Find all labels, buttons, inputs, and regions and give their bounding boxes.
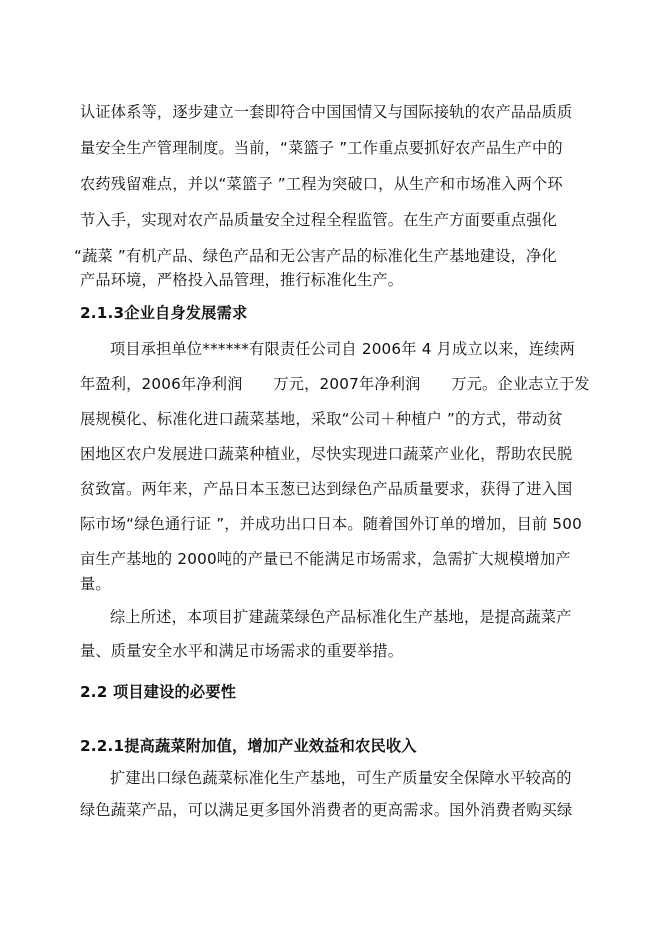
paragraph-2-line: 项目承担单位******有限责任公司自 2006年 4 月成立以来，连续两 <box>110 340 576 358</box>
paragraph-4-line: 绿色蔬菜产品，可以满足更多国外消费者的更高需求。国外消费者购买绿 <box>80 801 573 819</box>
paragraph-2-line: 展规模化、标准化进口蔬菜基地，采取“公司＋种植户 ”的方式，带动贫 <box>80 410 563 428</box>
paragraph-2-line: 量。 <box>80 575 111 593</box>
paragraph-1-line: 产品环境，严格投入品管理，推行标准化生产。 <box>80 271 404 289</box>
paragraph-1-line: 节入手，实现对农产品质量安全过程全程监管。在生产方面要重点强化 <box>80 211 558 229</box>
paragraph-1-line: 量安全生产管理制度。当前，“菜篮子 ”工作重点要抓好农产品生产中的 <box>80 139 563 157</box>
paragraph-1-line: “蔬菜 ”有机产品、绿色产品和无公害产品的标准化生产基地建设，净化 <box>74 247 557 265</box>
paragraph-3-line: 量、质量安全水平和满足市场需求的重要举措。 <box>80 642 404 660</box>
paragraph-2-line: 贫致富。两年来，产品日本玉葱已达到绿色产品质量要求，获得了进入国 <box>80 480 573 498</box>
paragraph-3-line: 综上所述，本项目扩建蔬菜绿色产品标准化生产基地，是提高蔬菜产 <box>110 608 572 626</box>
paragraph-1-line: 认证体系等，逐步建立一套即符合中国国情又与国际接轨的农产品品质质 <box>80 103 573 121</box>
paragraph-2-line: 困地区农户发展进口蔬菜种植业，尽快实现进口蔬菜产业化，帮助农民脱 <box>80 445 573 463</box>
section-heading-2-2-1: 2.2.1提高蔬菜附加值，增加产业效益和农民收入 <box>80 737 417 755</box>
section-heading-2-1-3: 2.1.3企业自身发展需求 <box>80 304 248 322</box>
section-heading-2-2: 2.2 项目建设的必要性 <box>80 683 237 701</box>
paragraph-2-line: 亩生产基地的 2000吨的产量已不能满足市场需求，急需扩大规模增加产 <box>80 550 571 568</box>
paragraph-2-line: 年盈利，2006年净利润 万元，2007年净利润 万元。企业志立于发 <box>80 375 590 393</box>
paragraph-2-line: 际市场“绿色通行证 ”，并成功出口日本。随着国外订单的增加，目前 500 <box>80 515 583 533</box>
paragraph-4-line: 扩建出口绿色蔬菜标准化生产基地，可生产质量安全保障水平较高的 <box>110 769 572 787</box>
paragraph-1-line: 农药残留难点，并以“菜篮子 ”工程为突破口，从生产和市场准入两个环 <box>80 175 563 193</box>
